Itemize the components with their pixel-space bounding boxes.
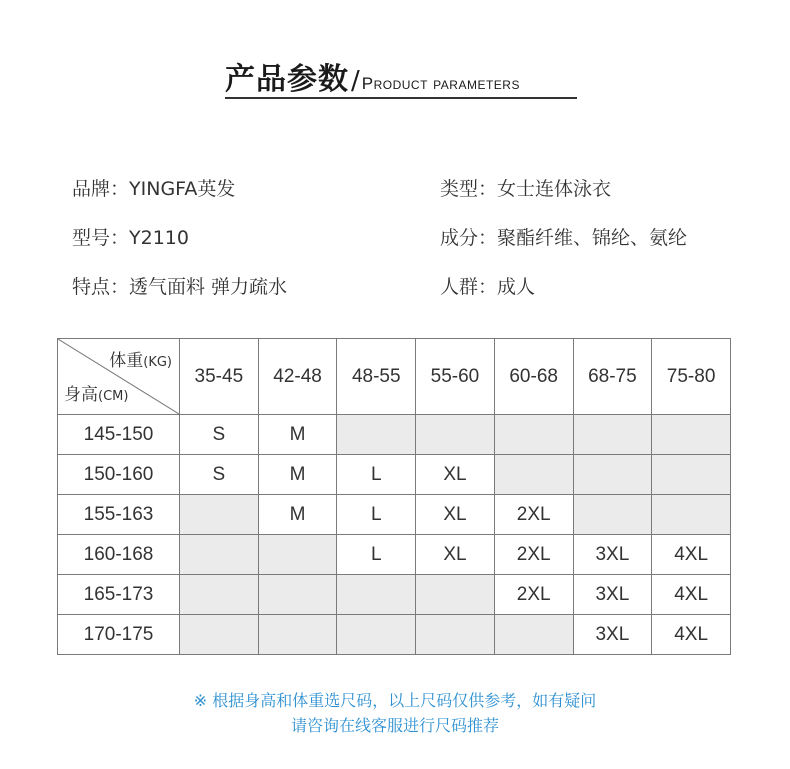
size-cell-empty	[337, 415, 416, 455]
weight-column-header: 35-45	[180, 339, 259, 415]
height-row-header: 170-175	[58, 615, 180, 655]
size-cell-empty	[573, 495, 652, 535]
spec-value: 透气面料 弹力疏水	[129, 276, 288, 298]
size-cell-empty	[258, 535, 337, 575]
size-cell: XL	[416, 495, 495, 535]
weight-column-header: 75-80	[652, 339, 731, 415]
spec-label: 成分：	[440, 227, 498, 249]
size-cell-empty	[416, 415, 495, 455]
height-row-header: 150-160	[58, 455, 180, 495]
spec-features	[72, 272, 287, 299]
spec-value: 成人	[497, 276, 536, 298]
size-cell: 2XL	[494, 495, 573, 535]
height-row-header: 145-150	[58, 415, 180, 455]
spec-value: YINGFA英发	[129, 178, 236, 200]
title-chinese: 产品参数	[225, 62, 349, 97]
page-title	[225, 54, 520, 97]
size-cell: L	[337, 535, 416, 575]
height-label: 身高	[64, 385, 98, 405]
title-english: Product parameters	[361, 74, 520, 93]
size-cell: 4XL	[652, 575, 731, 615]
size-note-line1: ※ 根据身高和体重选尺码，以上尺码仅供参考，如有疑问	[193, 691, 597, 710]
size-cell-empty	[652, 415, 731, 455]
height-unit: (CM)	[98, 389, 129, 404]
size-cell-empty	[573, 415, 652, 455]
size-cell-empty	[258, 575, 337, 615]
weight-column-header: 55-60	[416, 339, 495, 415]
height-axis-label	[64, 380, 128, 405]
size-cell: 4XL	[652, 615, 731, 655]
size-cell-empty	[337, 575, 416, 615]
size-cell-empty	[494, 455, 573, 495]
spec-value: Y2110	[129, 227, 189, 249]
height-row-header: 155-163	[58, 495, 180, 535]
size-cell: M	[258, 415, 337, 455]
table-row	[58, 535, 731, 575]
spec-label: 特点：	[72, 276, 130, 298]
size-cell: 2XL	[494, 535, 573, 575]
size-cell-empty	[652, 455, 731, 495]
size-cell: 3XL	[573, 615, 652, 655]
table-row	[58, 455, 731, 495]
size-cell-empty	[337, 615, 416, 655]
size-cell: S	[180, 455, 259, 495]
spec-value: 聚酯纤维、锦纶、氨纶	[497, 227, 688, 249]
size-cell: 2XL	[494, 575, 573, 615]
spec-model	[72, 223, 189, 250]
weight-label: 体重	[109, 351, 144, 371]
size-cell: M	[258, 455, 337, 495]
height-row-header: 165-173	[58, 575, 180, 615]
spec-type	[440, 174, 611, 201]
size-cell: L	[337, 455, 416, 495]
spec-value: 女士连体泳衣	[497, 178, 612, 200]
size-cell-empty	[180, 575, 259, 615]
size-cell: M	[258, 495, 337, 535]
size-cell: S	[180, 415, 259, 455]
spec-label: 品牌：	[72, 178, 130, 200]
weight-column-header: 42-48	[258, 339, 337, 415]
weight-column-header: 68-75	[573, 339, 652, 415]
spec-material	[440, 223, 687, 250]
spec-label: 类型：	[440, 178, 498, 200]
size-cell-empty	[416, 575, 495, 615]
size-cell-empty	[652, 495, 731, 535]
size-cell-empty	[494, 615, 573, 655]
size-cell-empty	[180, 615, 259, 655]
table-row	[58, 415, 731, 455]
title-underline	[225, 97, 577, 99]
spec-label: 人群：	[440, 276, 498, 298]
size-cell: L	[337, 495, 416, 535]
title-slash: /	[351, 66, 360, 96]
size-cell-empty	[180, 535, 259, 575]
spec-brand	[72, 174, 235, 201]
weight-unit: (KG)	[143, 355, 172, 370]
size-cell: 3XL	[573, 575, 652, 615]
table-row	[58, 575, 731, 615]
height-row-header: 160-168	[58, 535, 180, 575]
size-cell-empty	[416, 615, 495, 655]
size-chart-table	[57, 338, 731, 655]
size-cell-empty	[258, 615, 337, 655]
size-cell: 3XL	[573, 535, 652, 575]
size-cell: 4XL	[652, 535, 731, 575]
size-note-line2: 请咨询在线客服进行尺码推荐	[290, 716, 499, 735]
size-cell: XL	[416, 455, 495, 495]
table-row	[58, 615, 731, 655]
size-cell-empty	[180, 495, 259, 535]
weight-column-header: 60-68	[494, 339, 573, 415]
table-header-row	[58, 339, 731, 415]
size-cell: XL	[416, 535, 495, 575]
size-cell-empty	[494, 415, 573, 455]
spec-audience	[440, 272, 535, 299]
table-corner-cell	[58, 339, 180, 415]
size-cell-empty	[573, 455, 652, 495]
weight-axis-label	[109, 346, 172, 371]
spec-label: 型号：	[72, 227, 130, 249]
table-row	[58, 495, 731, 535]
weight-column-header: 48-55	[337, 339, 416, 415]
